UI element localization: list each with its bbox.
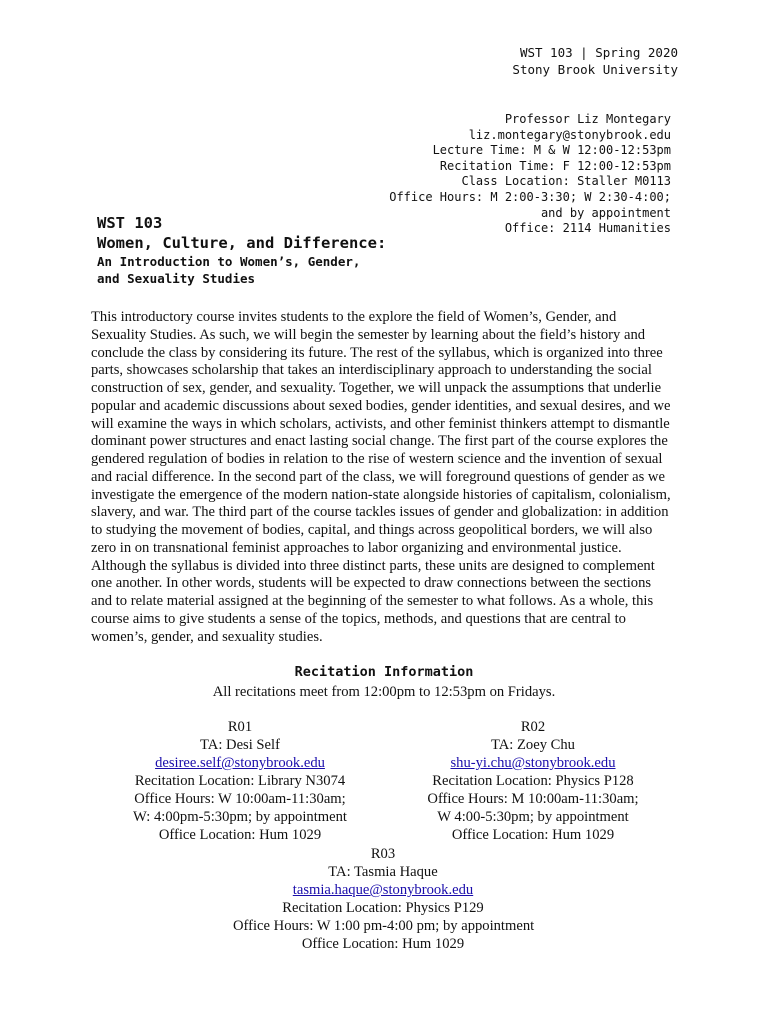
- office-location: Office Location: Hum 1029: [158, 827, 322, 843]
- section-id: R03: [370, 846, 396, 862]
- professor-name: Professor Liz Montegary: [504, 112, 671, 126]
- recitation-note: All recitations meet from 12:00pm to 12:53pm on Fridays.: [212, 684, 556, 700]
- office-location: Office Location: Hum 1029: [301, 936, 465, 952]
- recitation-location: Recitation Location: Physics P129: [282, 900, 484, 916]
- recitation-location: Recitation Location: Physics P128: [432, 773, 634, 789]
- recitation-section-r02: [383, 718, 683, 844]
- office-location: Office Location: Hum 1029: [451, 827, 615, 843]
- course-header: [512, 44, 678, 78]
- recitation-section-r01: [90, 718, 390, 844]
- recitation-time: Recitation Time: F 12:00-12:53pm: [439, 158, 671, 173]
- recitation-section-r03: [233, 845, 533, 953]
- course-title: Women, Culture, and Difference:: [97, 234, 387, 252]
- office-hours-line1: Office Hours: W 10:00am-11:30am;: [134, 791, 346, 807]
- ta-email-link[interactable]: tasmia.haque@stonybrook.edu: [292, 882, 474, 898]
- section-id: R01: [227, 719, 253, 735]
- office-hours-line1: Office Hours: M 2:00-3:30; W 2:30-4:00;: [389, 189, 671, 204]
- ta-email-link[interactable]: shu-yi.chu@stonybrook.edu: [450, 755, 616, 771]
- professor-info: [389, 112, 671, 237]
- professor-office: Office: 2114 Humanities: [504, 221, 671, 236]
- office-hours-line2: and by appointment: [540, 205, 671, 220]
- course-subtitle: An Introduction to Women’s, Gender, and Sexuality Studies: [97, 254, 361, 286]
- ta-name: TA: Tasmia Haque: [328, 864, 438, 880]
- ta-name: TA: Desi Self: [200, 737, 280, 753]
- recitation-heading: Recitation Information: [294, 664, 474, 680]
- class-location: Class Location: Staller M0113: [461, 174, 671, 189]
- course-description: This introductory course invites students to the explore the field of Women’s, Gender, and Sexuality Studies. As such, we will begin the semester by learning about the field’s history and conclude the class by considering its future. The rest of the syllabus, which is organized into three parts, showcases scholarship that takes an interdisciplinary approach to understanding the social construction of sex, gender, and sexuality. Together, we will unpack the assumptions that underlie popular and academic discussions about sexed bodies, gender identities, and sexual desires, and we will examine the ways in which scholars, activists, and other feminist thinkers attempt to dismantle dominant power structures and enact lasting social change. The first part of the course explores the gendered regulation of bodies in relation to the rise of western science and the invention of sexual and racial difference. In the second part of the class, we will foreground questions of gender as we investigate the emergence of the modern nation-state alongside histories of capitalism, colonialism, slavery, and war. The third part of the course tackles issues of gender and globalization: in addition to studying the movement of bodies, capital, and things across geopolitical borders, we will also zero in on transnational feminist approaches to labor organizing and environmental justice. Although the syllabus is divided into three distinct parts, these units are designed to complement one another. In other words, students will be expected to draw connections between the sections and to relate material assigned at the beginning of the semester to what follows. As a whole, this course aims to give students a sense of the topics, methods, and questions that are central to women’s, gender, and sexuality studies.: [91, 309, 671, 645]
- office-hours-line2: W 4:00-5:30pm; by appointment: [437, 809, 629, 825]
- ta-name: TA: Zoey Chu: [491, 737, 575, 753]
- university-name: Stony Brook University: [512, 62, 678, 77]
- course-term: WST 103 | Spring 2020: [519, 45, 678, 60]
- office-hours-line1: Office Hours: M 10:00am-11:30am;: [427, 791, 639, 807]
- ta-email-link[interactable]: desiree.self@stonybrook.edu: [155, 755, 325, 771]
- lecture-time: Lecture Time: M & W 12:00-12:53pm: [432, 143, 671, 158]
- office-hours-line1: Office Hours: W 1:00 pm-4:00 pm; by appointment: [233, 918, 535, 934]
- section-id: R02: [520, 719, 546, 735]
- office-hours-line2: W: 4:00pm-5:30pm; by appointment: [133, 809, 347, 825]
- course-title-block: [97, 213, 397, 287]
- course-code: WST 103: [97, 214, 163, 232]
- professor-email: liz.montegary@stonybrook.edu: [468, 127, 671, 142]
- recitation-location: Recitation Location: Library N3074: [134, 773, 346, 789]
